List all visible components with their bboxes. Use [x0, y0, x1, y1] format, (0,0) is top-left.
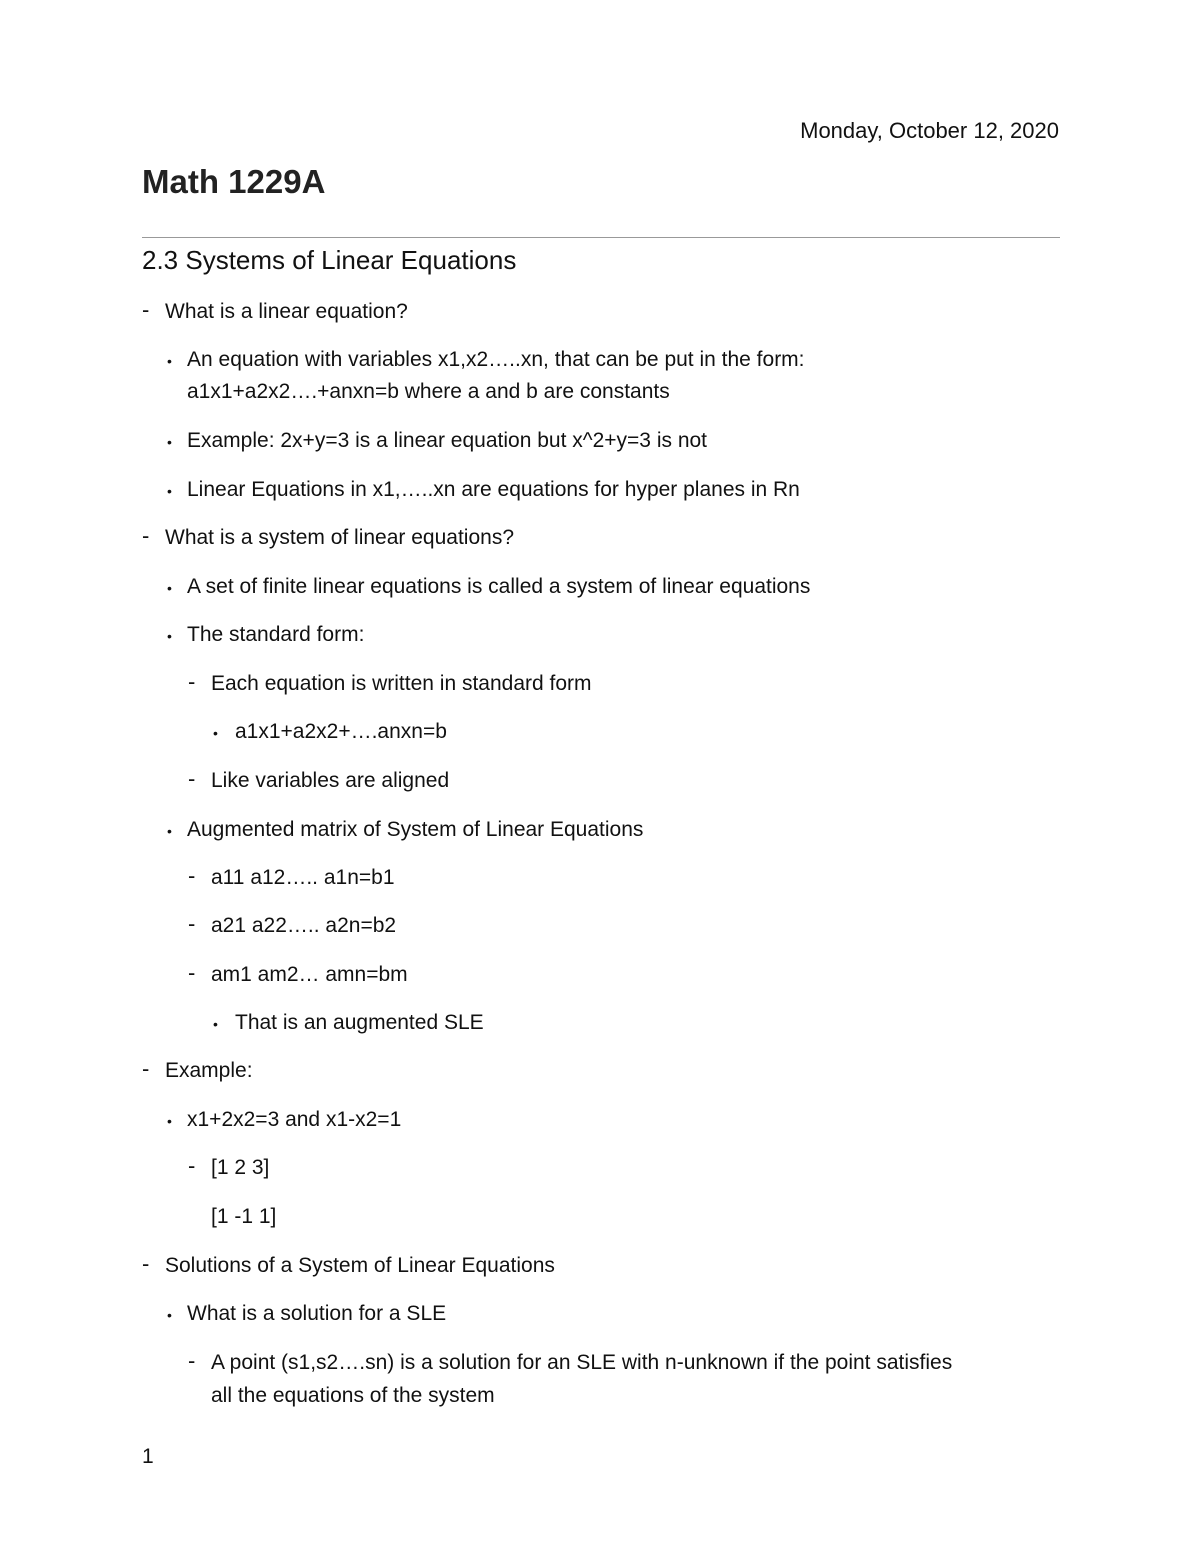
title-divider	[142, 237, 1060, 238]
note-line: Example: 2x+y=3 is a linear equation but x^2+y=3 is not	[187, 429, 708, 452]
dash-marker: -	[188, 1153, 196, 1178]
dash-marker: -	[188, 1348, 196, 1373]
bullet-marker: •	[213, 725, 218, 741]
bullet-marker: •	[167, 1307, 172, 1323]
note-line: x1+2x2=3 and x1-x2=1	[187, 1108, 402, 1131]
bullet-marker: •	[167, 434, 172, 450]
note-line: A point (s1,s2….sn) is a solution for an SLE with n-unknown if the point satisfies	[211, 1351, 953, 1374]
note-line: a11 a12….. a1n=b1	[211, 866, 395, 889]
dash-marker: -	[142, 1251, 150, 1276]
dash-marker: -	[188, 863, 196, 888]
bullet-marker: •	[167, 483, 172, 499]
note-date: Monday, October 12, 2020	[800, 118, 1059, 143]
note-line: Example:	[165, 1059, 253, 1082]
note-line: [1 2 3]	[211, 1156, 270, 1179]
dash-marker: -	[142, 297, 150, 322]
bullet-marker: •	[167, 628, 172, 644]
note-line: [1 -1 1]	[211, 1205, 277, 1228]
dash-marker: -	[188, 766, 196, 791]
section-title: 2.3 Systems of Linear Equations	[142, 245, 517, 275]
note-line: a21 a22….. a2n=b2	[211, 914, 397, 937]
note-line: Linear Equations in x1,…..xn are equations for hyper planes in Rn	[187, 478, 800, 501]
dash-marker: -	[188, 669, 196, 694]
dash-marker: -	[188, 911, 196, 936]
note-line: Like variables are aligned	[211, 769, 450, 792]
dash-marker: -	[142, 523, 150, 548]
note-line: What is a linear equation?	[165, 300, 408, 323]
note-line: Augmented matrix of System of Linear Equations	[187, 818, 644, 841]
bullet-marker: •	[213, 1016, 218, 1032]
note-line: a1x1+a2x2….+anxn=b where a and b are constants	[187, 380, 670, 403]
note-line: Each equation is written in standard form	[211, 672, 592, 695]
bullet-marker: •	[167, 1113, 172, 1129]
note-line: An equation with variables x1,x2…..xn, that can be put in the form:	[187, 348, 805, 371]
bullet-marker: •	[167, 580, 172, 596]
note-line: The standard form:	[187, 623, 365, 646]
course-title: Math 1229A	[142, 163, 326, 200]
bullet-marker: •	[167, 353, 172, 369]
note-line: a1x1+a2x2+….anxn=b	[235, 720, 447, 743]
note-line: What is a system of linear equations?	[165, 526, 515, 549]
dash-marker: -	[188, 960, 196, 985]
bullet-marker: •	[167, 823, 172, 839]
note-line: What is a solution for a SLE	[187, 1302, 447, 1325]
note-line: am1 am2… amn=bm	[211, 963, 408, 986]
dash-marker: -	[142, 1056, 150, 1081]
note-line: Solutions of a System of Linear Equations	[165, 1254, 555, 1277]
page-number: 1	[142, 1445, 154, 1468]
note-line: That is an augmented SLE	[235, 1011, 484, 1034]
note-line: A set of finite linear equations is called a system of linear equations	[187, 575, 811, 598]
note-line: all the equations of the system	[211, 1384, 495, 1407]
